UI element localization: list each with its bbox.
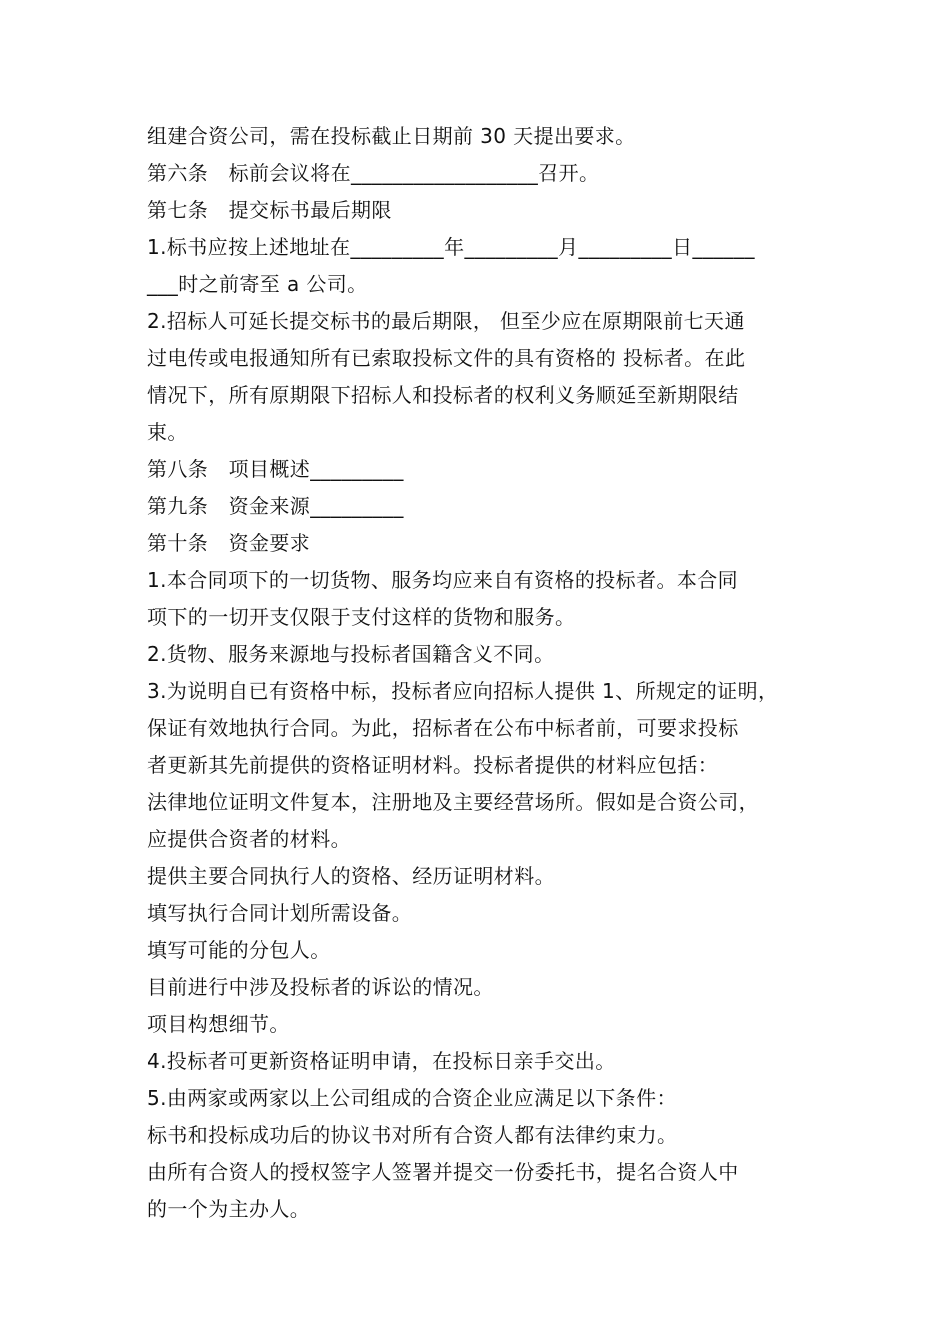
text-line: 1.本合同项下的一切货物、服务均应来自有资格的投标者。本合同 (147, 568, 739, 592)
text-line: 保证有效地执行合同。为此，招标者在公布中标者前，可要求投标 (147, 716, 739, 740)
text-line: 项目构想细节。 (147, 1012, 290, 1036)
text-line: 束。 (147, 420, 188, 444)
text-line: 法律地位证明文件复本，注册地及主要经营场所。假如是合资公司， (147, 790, 759, 814)
text-line: 3.为说明自已有资格中标，投标者应向招标人提供 1、所规定的证明， (147, 679, 779, 703)
clause-7-heading: 第七条 提交标书最后期限 (147, 198, 392, 222)
text-line: 应提供合资者的材料。 (147, 827, 351, 851)
text-line: 由所有合资人的授权签字人签署并提交一份委托书，提名合资人中 (147, 1160, 739, 1184)
text-line: 2.招标人可延长提交标书的最后期限， 但至少应在原期限前七天通 (147, 309, 745, 333)
clause-8-heading: 第八条 项目概述_________ (147, 457, 404, 481)
text-line: 情况下，所有原期限下招标人和投标者的权利义务顺延至新期限结 (147, 383, 739, 407)
text-line: 标书和投标成功后的协议书对所有合资人都有法律约束力。 (147, 1123, 678, 1147)
text-line: 提供主要合同执行人的资格、经历证明材料。 (147, 864, 555, 888)
text-line: 者更新其先前提供的资格证明材料。投标者提供的材料应包括： (147, 753, 719, 777)
text-line: 填写执行合同计划所需设备。 (147, 901, 413, 925)
text-line: 目前进行中涉及投标者的诉讼的情况。 (147, 975, 494, 999)
clause-10-heading: 第十条 资金要求 (147, 531, 311, 555)
clause-6-heading: 第六条 标前会议将在__________________召开。 (147, 161, 600, 185)
text-line: ___时之前寄至 a 公司。 (147, 272, 368, 296)
text-line: 项下的一切开支仅限于支付这样的货物和服务。 (147, 605, 576, 629)
text-line: 2.货物、服务来源地与投标者国籍含义不同。 (147, 642, 555, 666)
text-line: 过电传或电报通知所有已索取投标文件的具有资格的 投标者。在此 (147, 346, 746, 370)
text-line: 填写可能的分包人。 (147, 938, 331, 962)
text-line: 组建合资公司，需在投标截止日期前 30 天提出要求。 (147, 124, 636, 148)
text-line: 的一个为主办人。 (147, 1197, 311, 1221)
text-line: 1.标书应按上述地址在_________年_________月_________日______ (147, 235, 755, 259)
text-line: 5.由两家或两家以上公司组成的合资企业应满足以下条件： (147, 1086, 677, 1110)
document-body (147, 118, 822, 1228)
clause-9-heading: 第九条 资金来源_________ (147, 494, 404, 518)
text-line: 4.投标者可更新资格证明申请，在投标日亲手交出。 (147, 1049, 616, 1073)
